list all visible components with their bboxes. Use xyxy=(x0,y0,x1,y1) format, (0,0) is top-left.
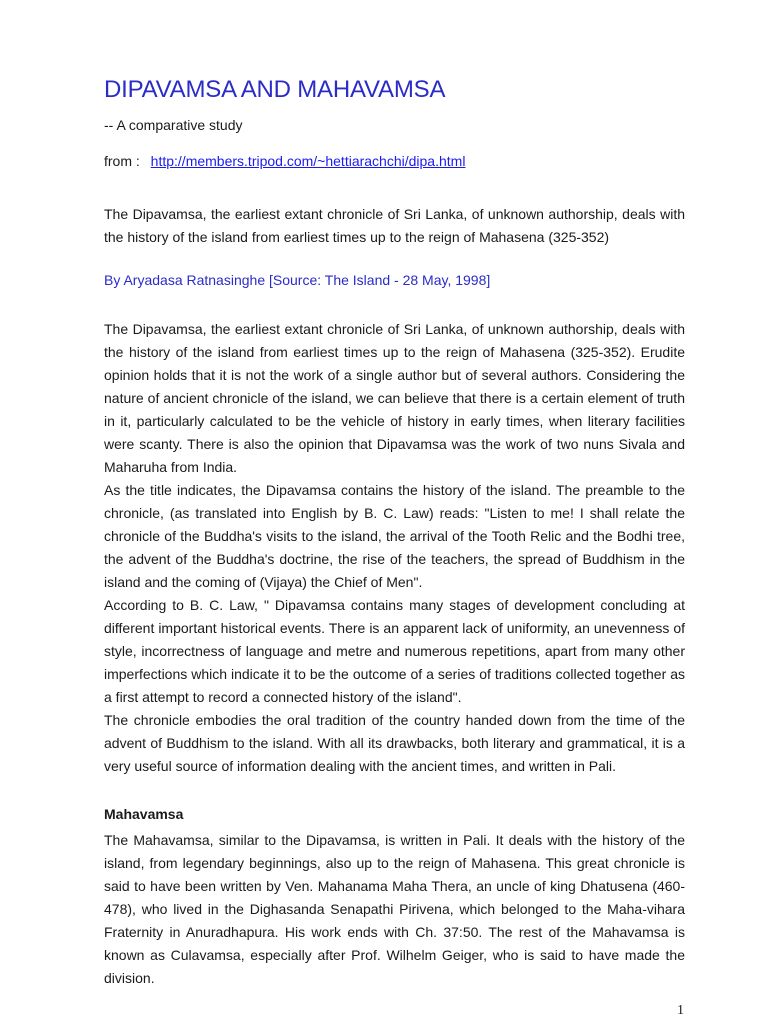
byline: By Aryadasa Ratnasinghe [Source: The Island - 28 May, 1998] xyxy=(104,272,491,288)
body-paragraph: According to B. C. Law, " Dipavamsa contains many stages of development concluding at different important historical events. There is an apparent lack of uniformity, an unevenness of style, incorrectness of language and metre and numerous repetitions, apart from many other imperfections which indicate it to be the outcome of a series of traditions collected together as a first attempt to record a connected history of the island". xyxy=(104,597,685,705)
section-body-mahavamsa: The Mahavamsa, similar to the Dipavamsa, is written in Pali. It deals with the history of the island, from legendary beginnings, also up to the reign of Mahasena. This great chronicle is said to have been written by Ven. Mahanama Maha Thera, an uncle of king Dhatusena (460-478), who lived in the Dighasanda Senapathi Pirivena, which belonged to the Maha-vihara Fraternity in Anuradhapura. His work ends with Ch. 37:50. The rest of the Mahavamsa is known as Culavamsa, especially after Prof. Wilhelm Geiger, who is said to have made the division. xyxy=(104,832,685,986)
intro-paragraph: The Dipavamsa, the earliest extant chronicle of Sri Lanka, of unknown authorship, deals with the history of the island from earliest times up to the reign of Mahasena (325-352) xyxy=(104,206,685,245)
document-subtitle: -- A comparative study xyxy=(104,117,243,133)
source-line xyxy=(104,153,465,169)
section-heading-mahavamsa: Mahavamsa xyxy=(104,806,184,822)
page-number: 1 xyxy=(677,1003,684,1018)
body-paragraph: The chronicle embodies the oral tradition of the country handed down from the time of the advent of Buddhism to the island. With all its drawbacks, both literary and grammatical, it is a very useful source of information dealing with the ancient times, and written in Pali. xyxy=(104,712,685,774)
body-paragraph: As the title indicates, the Dipavamsa contains the history of the island. The preamble to the chronicle, (as translated into English by B. C. Law) reads: "Listen to me! I shall relate the chronicle of the Buddha's visits to the island, the arrival of the Tooth Relic and the Bodhi tree, the advent of the Buddha's doctrine, the rise of the teachers, the spread of Buddhism in the island and the coming of (Vijaya) the Chief of Men". xyxy=(104,482,685,590)
article-body xyxy=(104,318,685,778)
source-link[interactable]: http://members.tripod.com/~hettiarachchi/dipa.html xyxy=(150,153,466,169)
document-title: DIPAVAMSA AND MAHAVAMSA xyxy=(104,76,446,103)
source-prefix: from : xyxy=(104,153,140,169)
body-paragraph: The Dipavamsa, the earliest extant chronicle of Sri Lanka, of unknown authorship, deals with the history of the island from earliest times up to the reign of Mahasena (325-352). Erudite opinion holds that it is not the work of a single author but of several authors. Considering the nature of ancient chronicle of the island, we can believe that there is a certain element of truth in it, particularly calculated to be the vehicle of history in early times, when literary facilities were scanty. There is also the opinion that Dipavamsa was the work of two nuns Sivala and Maharuha from India. xyxy=(104,321,685,475)
